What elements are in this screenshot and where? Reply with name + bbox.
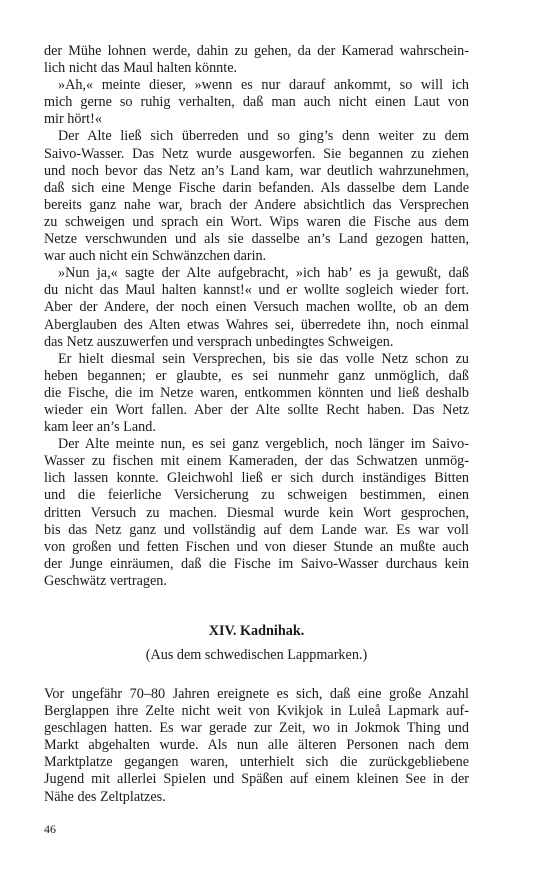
text-line: lich nicht das Maul halten könnte.: [44, 60, 238, 77]
page-number: 46: [44, 822, 56, 836]
text-line: Der Alte ließ sich überreden und so ging’s denn weiter zu dem: [58, 128, 469, 145]
text-line: dritten Versuch zu machen. Diesmal wurde kein Wort gesprochen,: [44, 504, 469, 521]
story-continuation: [44, 43, 469, 590]
text-line: Wasser zu fischen mit einem Kameraden, der das Schwatzen unmög-: [44, 453, 469, 470]
text-line: Er hielt diesmal sein Versprechen, bis sie das volle Netz schon zu: [58, 350, 469, 367]
text-line: und die feierliche Versicherung zu schweigen bestimmen, einen: [44, 487, 469, 504]
text-line: Der Alte meinte nun, es sei ganz vergeblich, noch länger im Saivo-: [58, 436, 469, 453]
text-line: Marktplatze gegangen waren, unterhielt sich die zurückgebliebene: [44, 754, 469, 771]
text-line: und noch bevor das Netz an’s Land kam, war deutlich wahrzunehmen,: [44, 162, 469, 179]
text-line: der Mühe lohnen werde, dahin zu gehen, da der Kamerad wahrschein-: [44, 43, 469, 59]
text-line: Netze verschwunden und als sie dasselbe an’s Land gezogen hatten,: [44, 231, 469, 248]
text-line: mir hört!«: [44, 111, 102, 128]
text-line: daß sich eine Menge Fische darin befanden. Als dasselbe dem Lande: [44, 179, 469, 196]
text-line: Aber der Andere, der noch einen Versuch machen wollte, ob an dem: [44, 299, 469, 316]
text-line: bis das Netz ganz und vollständig auf dem Lande war. Es war voll: [44, 521, 469, 538]
text-line: du nicht das Maul halten kannst!« und er wollte sogleich wieder fort.: [44, 282, 469, 299]
text-line: lich lassen konnte. Gleichwohl ließ er sich durch inständiges Bitten: [44, 470, 469, 487]
text-line: »Ah,« meinte dieser, »wenn es nur darauf ankommt, so will ich: [58, 77, 469, 94]
text-line: heben begannen; er glaubte, es sei nunmehr ganz unmöglich, daß: [44, 367, 469, 384]
section-spacer: [44, 590, 469, 623]
text-line: von großen und fetten Fischen und von dieser Stunde an mußte auch: [44, 538, 469, 555]
chapter-heading: XIV. Kadnihak.: [208, 623, 305, 639]
text-line: die Fische, die im Netze waren, entkommen könnten und ließ deshalb: [44, 384, 469, 401]
text-line: Nähe des Zeltplatzes.: [44, 788, 166, 805]
text-line: bereits ganz nahe war, brach der Andere absichtlich das Versprechen: [44, 196, 469, 213]
section-spacer: [44, 664, 469, 686]
text-line: wieder ein Wort fallen. Aber der Alte sollte Recht haben. Das Netz: [44, 401, 469, 418]
chapter-body: [44, 686, 469, 806]
text-line: Jugend mit allerlei Spielen und Späßen auf einem kleinen See in der: [44, 771, 469, 788]
text-line: der Junge einräumen, daß die Fische im Saivo-Wasser durchaus kein: [44, 555, 469, 572]
text-line: Vor ungefähr 70–80 Jahren ereignete es sich, daß eine große Anzahl: [44, 686, 469, 702]
text-line: kam leer an’s Land.: [44, 419, 156, 436]
chapter-subheading: (Aus dem schwedischen Lappmarken.): [145, 647, 368, 663]
text-line: geschlagen hatten. Es war gerade zur Zeit, wo in Jokmok Thing und: [44, 720, 469, 737]
text-line: zu schweigen und sprach ein Wort. Wips waren die Fische aus dem: [44, 213, 469, 230]
text-line: das Netz auszuwerfen und versprach unbedingtes Schweigen.: [44, 333, 394, 350]
text-line: Saivo-Wasser. Das Netz wurde ausgeworfen. Sie begannen zu ziehen: [44, 145, 469, 162]
text-line: mich gerne so ruhig verhalten, daß man auch nicht einen Laut von: [44, 94, 469, 111]
text-line: war auch nicht ein Schwänzchen darin.: [44, 248, 267, 265]
text-line: Markt abgehalten wurde. Als nun alle älteren Personen nach dem: [44, 737, 469, 754]
text-line: Berglappen ihre Zelte nicht weit von Kvikjok in Luleå Lapmark auf-: [44, 703, 469, 720]
text-line: Aberglauben des Alten etwas Wahres sei, überredete ihn, noch einmal: [44, 316, 469, 333]
book-page: [44, 43, 469, 806]
text-line: »Nun ja,« sagte der Alte aufgebracht, »ich hab’ es ja gewußt, daß: [58, 265, 469, 282]
text-line: Geschwätz vertragen.: [44, 572, 167, 589]
